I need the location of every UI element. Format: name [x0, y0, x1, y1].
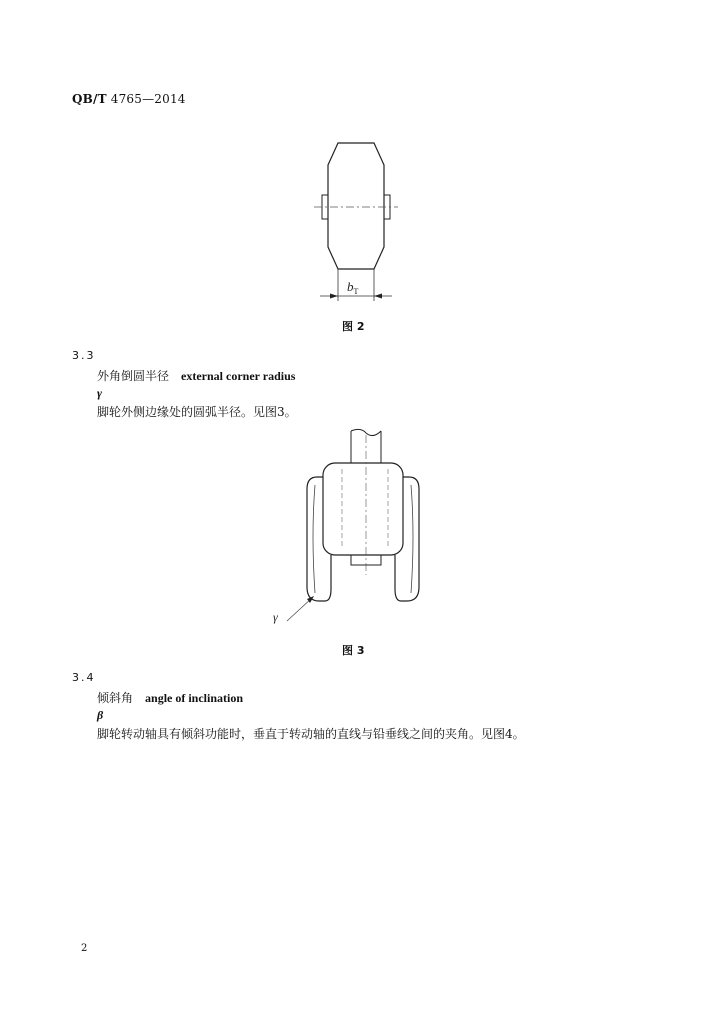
term-chinese: 外角倒圆半径	[97, 369, 170, 383]
section-3-4-number: 3.4	[72, 671, 96, 684]
term-chinese: 倾斜角	[97, 691, 134, 705]
section-3-4-term	[97, 689, 243, 706]
section-3-4-symbol: β	[97, 708, 104, 722]
section-3-3-number: 3.3	[72, 349, 96, 362]
right-wheel-inner	[411, 485, 413, 593]
term-english: external corner radius	[181, 369, 296, 383]
page-number: 2	[81, 943, 88, 954]
section-3-4-definition: 脚轮转动轴具有倾斜功能时，垂直于转动轴的直线与铅垂线之间的夹角。见图4。	[97, 727, 525, 741]
left-wheel-inner	[313, 485, 315, 593]
wheel-profile	[328, 143, 384, 269]
dimension-arrow-right	[374, 294, 382, 299]
figure-3	[265, 425, 435, 630]
term-english: angle of inclination	[145, 691, 244, 705]
right-wheel	[395, 477, 419, 601]
dimension-arrow-left	[330, 294, 338, 299]
section-3-3-term	[97, 367, 295, 384]
figure-3-caption: 图 3	[342, 644, 365, 657]
caster-body	[323, 463, 403, 555]
radius-label: γ	[273, 610, 278, 624]
standard-code	[72, 92, 186, 106]
figure-2-caption: 图 2	[342, 320, 365, 333]
left-wheel	[307, 477, 331, 601]
standard-code-prefix: QB/T	[72, 92, 107, 106]
standard-code-number: 4765—2014	[106, 92, 186, 106]
section-3-3-definition: 脚轮外侧边缘处的圆弧半径。见图3。	[97, 405, 297, 419]
dimension-label: $b_T$	[347, 279, 359, 296]
section-3-3-symbol: γ	[97, 386, 102, 400]
figure-2	[300, 135, 410, 310]
